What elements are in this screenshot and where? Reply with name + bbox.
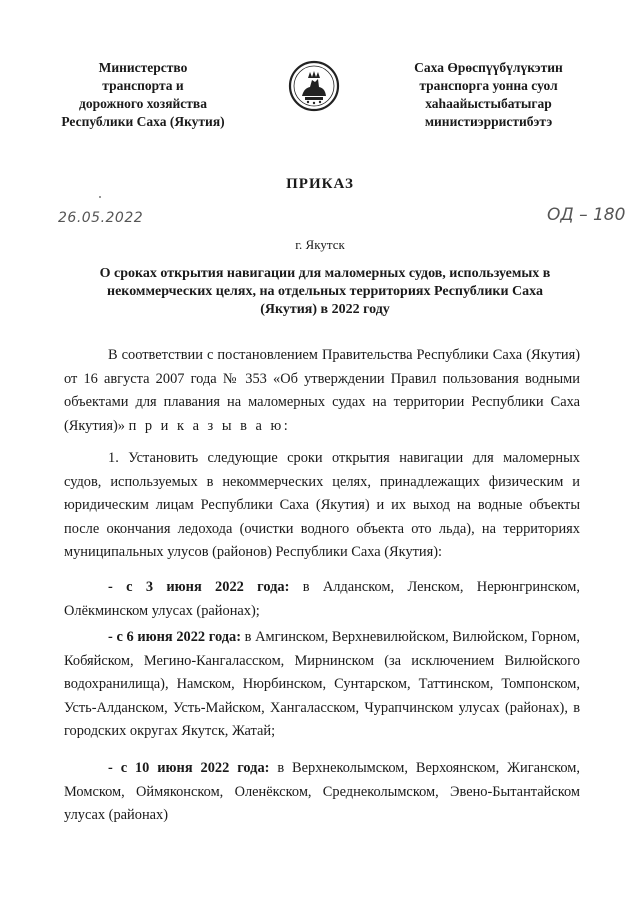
handwritten-number: ОД – 180 <box>547 205 626 225</box>
coat-of-arms-icon <box>288 60 340 112</box>
ministry-name-russian: Министерство транспорта и дорожного хозяйства Республики Саха (Якутия) <box>61 60 225 129</box>
scan-speck <box>99 196 101 198</box>
date-group-2: - с 6 июня 2022 года: в Амгинском, Верхневилюйском, Вилюйском, Горном, Кобяйском, Мегино-Кангаласском, Мирнинском (за исключением Вилюйского водохранилища), Намском, Нюрбинском, Сунтарском, Таттинском, Томпонском, Усть-Алданском, Усть-Майском, Хангаласском, Чурапчинском улусах (районах), в городских округах Якутск, Жатай; <box>64 629 580 739</box>
date-group-1: - с 3 июня 2022 года: в Алданском, Ленском, Нерюнгринском, Олёкминском улусах (районах); <box>64 579 581 619</box>
intro-paragraph: В соответствии с постановлением Правительства Республики Саха (Якутия) от 16 августа 2007 года № 353 «Об утверждении Правил пользования водными объектами для плавания на маломерных судах на территории Республики Саха (Якутия)» п р и к а з ы в а ю: <box>64 347 580 434</box>
document-type: ПРИКАЗ <box>286 176 354 192</box>
ministry-name-yakut: Саха Өрөспүүбүлүкэтин транспорга уонна суол хаһаайыстыбатыгар министиэрристибэтэ <box>414 60 563 129</box>
date-group-3: - с 10 июня 2022 года: в Верхнеколымском, Верхоянском, Жиганском, Момском, Оймяконском, Оленёкском, Среднеколымском, Эвено-Бытантайском улусах (районах) <box>64 760 580 823</box>
handwritten-date: 26.05.2022 <box>58 210 144 226</box>
order-subject: О сроках открытия навигации для маломерных судов, используемых в некоммерческих целях, на отдельных территориях Республики Саха (Якутия) в 2022 году <box>99 266 551 317</box>
city-line: г. Якутск <box>295 237 345 252</box>
item-1-paragraph: 1. Установить следующие сроки открытия навигации для маломерных судов, используемых в некоммерческих целях, принадлежащих физическим и юридическим лицам Республики Саха (Якутия) и их выход на водные объекты после окончания ледохода (очистки водного объекта ото льда), на территориях муниципальных улусов (районов) Республики Саха (Якутия): <box>64 450 580 560</box>
